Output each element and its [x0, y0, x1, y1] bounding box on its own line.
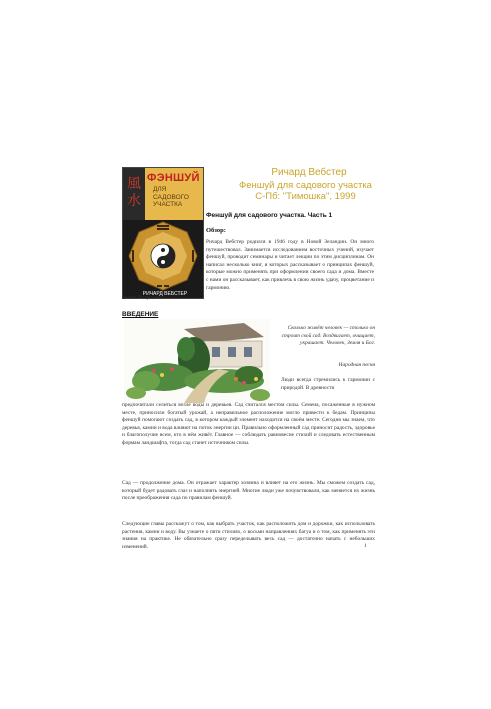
body-paragraph-3: Следующие главы расскажут о том, как выбрать участок, как расположить дом и дорожки, как использовать растения, камни и воду. Вы узнаете о пяти стихиях, о восьми направлениях багуа и о том, как применять эти знания на практике. Не обязательно сразу переделывать весь сад — достаточно начать с небольших изменений. [122, 521, 375, 550]
epigraph-source: Народная песня [338, 362, 375, 368]
book-author: Ричард Вебстер [271, 167, 347, 178]
body-paragraph-2: Сад — продолжение дома. Он отражает характер хозяина и влияет на его жизнь. Мы сможем создать сад, который будет радовать глаз и наполнять энергией. Многие люди уже почувствовали, как меняется их жизнь после преображения сада по правилам феншуй. [122, 480, 375, 502]
garden-illustration [124, 319, 270, 403]
overview-paragraph-tail: книги: Вступление [122, 295, 166, 301]
cover-title: ФЭНШУЙ [147, 172, 200, 184]
book-cover [122, 167, 204, 299]
intro-heading: ВВЕДЕНИЕ [122, 311, 159, 318]
part-heading: Феншуй для садового участка. Часть 1 [206, 212, 333, 219]
intro-paragraph: предпочитали селиться возле воды и деревьев. Сад считался местом силы. Семена, посаженные в нужном месте, приносили богатый урожай, а неправильное расположение могло привести к бедам. Принципы феншуй помогают создать сад, в котором каждый элемент находится на своём месте. Сегодня мы знаем, что деревья, камни и вода влияют на поток энергии ци. Правильно оформленный сад приносит радость, здоровье и благополучие всем, кто в нём живёт. Главное — соблюдать равновесие стихий и следовать естественным формам ландшафта, тогда сад станет источником силы. [122, 402, 375, 446]
overview-paragraph: Ричард Вебстер родился в 1946 году в Новой Зеландии. Он много путешествовал. Занимается исследованием восточных учений, изучает феншуй, проводит семинары и читает лекции по этим дисциплинам. Он написал несколько книг, в которых рассказывает о принципах феншуй, которые можно применять при оформлении своего сада и дома. Вместе с нами он рассказывает, как привлечь в свою жизнь удачу, процветание и гармонию. [206, 239, 374, 291]
intro-paragraph-start: Люди всегда стремились к гармонии с природой. В древности [281, 377, 375, 391]
bagua-icon [127, 220, 199, 292]
cover-author: РИЧАРД ВЕБСТЕР [142, 291, 188, 297]
cover-hanzi: 風水 [127, 176, 141, 209]
epigraph: Сколько живёт человек — столько он строит свой сад. Воздвигает, очищает, украшает. Человек, Земля и Бог. [281, 325, 375, 347]
book-title: Феншуй для садового участка С-Пб: "Тимошка", 1999 [239, 180, 372, 202]
cover-subtitle: ДЛЯ САДОВОГО УЧАСТКА [153, 186, 189, 208]
page-number: 1 [364, 543, 367, 549]
overview-label: Обзор: [206, 227, 226, 234]
